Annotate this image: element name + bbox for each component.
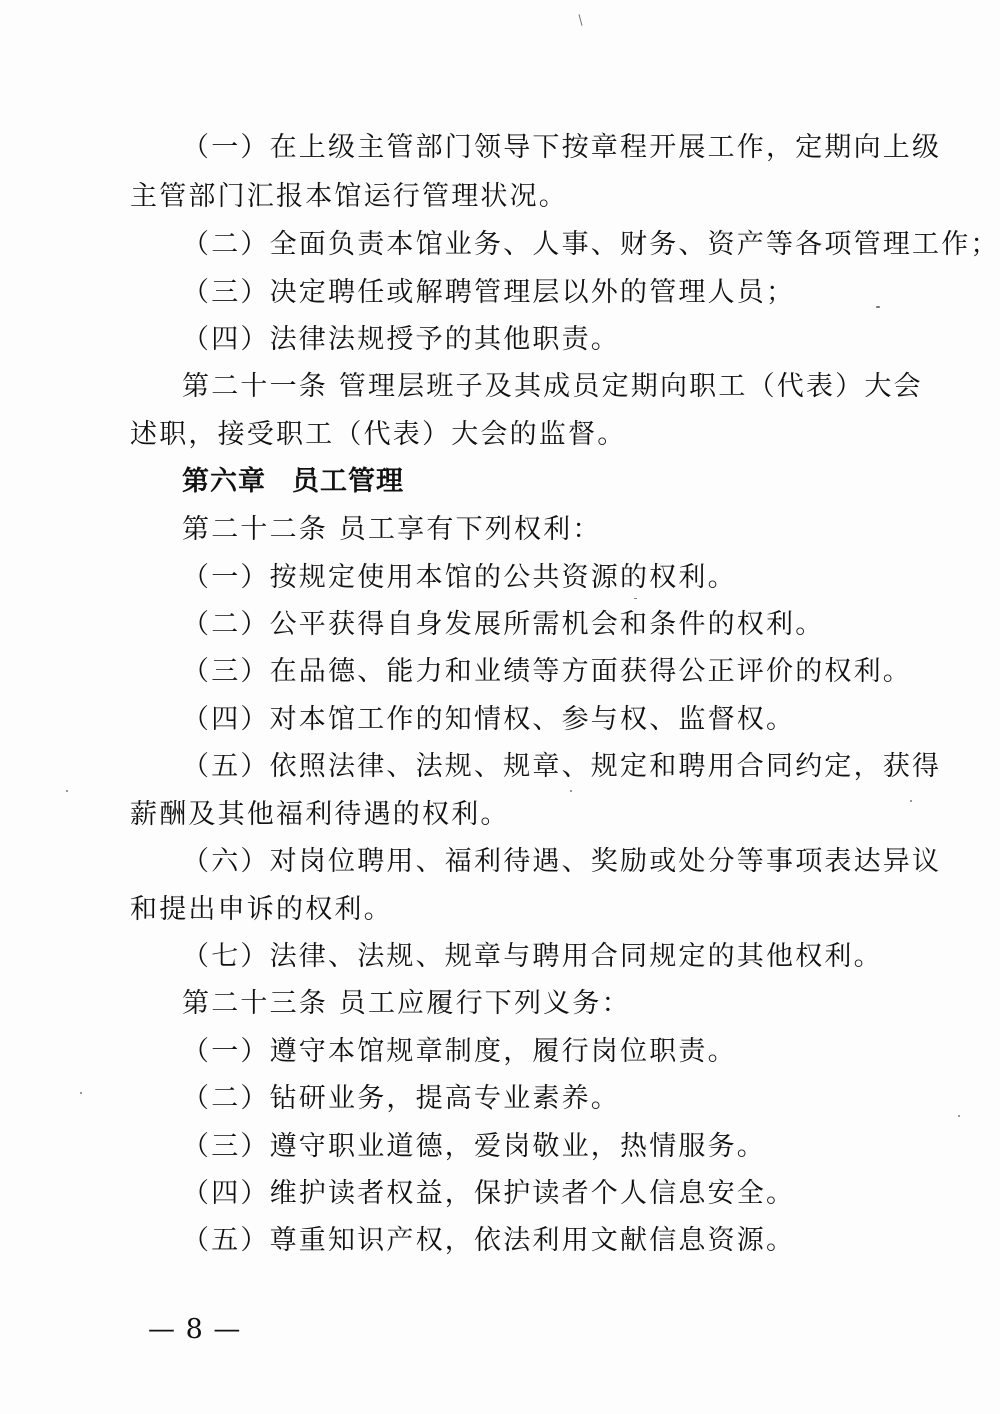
text-line: 第二十三条 员工应履行下列义务： (182, 988, 631, 1019)
text-line: （三）遵守职业道德，爱岗敬业，热情服务。 (182, 1131, 766, 1162)
text-line: 第二十二条 员工享有下列权利： (182, 514, 602, 545)
chapter-heading (182, 465, 922, 499)
text-line: （三）在品德、能力和业绩等方面获得公正评价的权利。 (182, 656, 912, 687)
text-line: （三）决定聘任或解聘管理层以外的管理人员； (182, 277, 796, 308)
scan-speck (80, 1092, 82, 1094)
text-line: （二）公平获得自身发展所需机会和条件的权利。 (182, 609, 825, 640)
chapter-number: 第六章 (182, 466, 266, 497)
scan-speck (578, 14, 582, 26)
text-line: （四）法律法规授予的其他职责。 (182, 324, 620, 355)
text-line: 第二十一条 管理层班子及其成员定期向职工（代表）大会 (182, 371, 923, 402)
text-line: （七）法律、法规、规章与聘用合同规定的其他权利。 (182, 941, 883, 972)
text-line: （一）遵守本馆规章制度，履行岗位职责。 (182, 1036, 737, 1067)
chapter-title: 员工管理 (292, 466, 404, 497)
page-number: — 8 — (148, 1314, 242, 1345)
text-line: （四）维护读者权益，保护读者个人信息安全。 (182, 1178, 796, 1209)
text-line: （四）对本馆工作的知情权、参与权、监督权。 (182, 704, 796, 735)
scan-speck (66, 790, 68, 792)
text-line: （二）全面负责本馆业务、人事、财务、资产等各项管理工作； (182, 229, 1000, 260)
scan-speck (958, 1115, 960, 1117)
text-line: （六）对岗位聘用、福利待遇、奖励或处分等事项表达异议 (182, 846, 942, 877)
text-line: 主管部门汇报本馆运行管理状况。 (130, 181, 568, 212)
scan-speck (910, 800, 912, 802)
text-line: 薪酬及其他福利待遇的权利。 (130, 799, 510, 830)
text-line: （一）按规定使用本馆的公共资源的权利。 (182, 562, 737, 593)
text-line: （五）依照法律、法规、规章、规定和聘用合同约定，获得 (182, 751, 942, 782)
scan-speck (634, 598, 637, 599)
text-line: 述职，接受职工（代表）大会的监督。 (130, 419, 627, 450)
text-line: （二）钻研业务，提高专业素养。 (182, 1083, 620, 1114)
scan-speck (876, 306, 880, 308)
text-line: 和提出申诉的权利。 (130, 894, 393, 925)
scan-speck (570, 790, 572, 792)
text-line: （一）在上级主管部门领导下按章程开展工作，定期向上级 (182, 132, 942, 163)
text-line: （五）尊重知识产权，依法利用文献信息资源。 (182, 1225, 796, 1256)
